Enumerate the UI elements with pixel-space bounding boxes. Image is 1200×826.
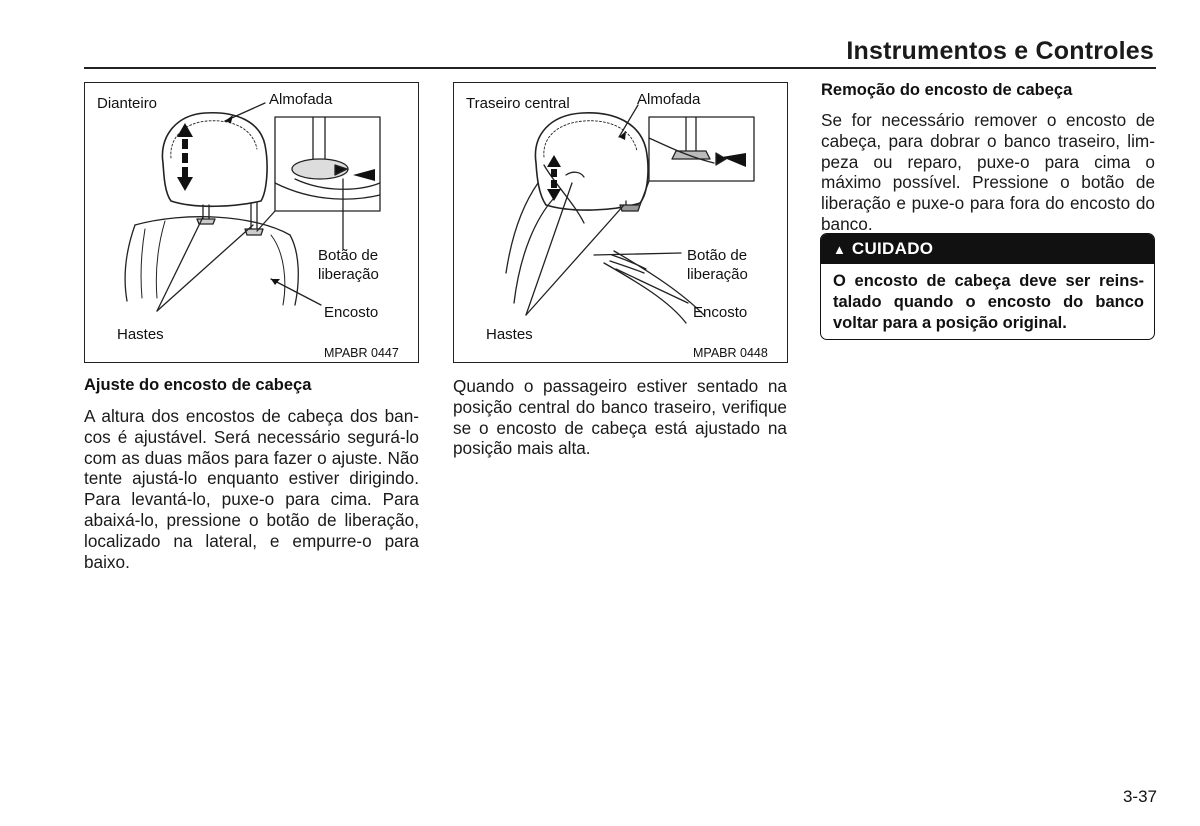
label-backrest: Encosto <box>693 304 748 321</box>
page-number: 3-37 <box>1122 787 1157 806</box>
caution-box <box>820 233 1155 340</box>
adjust-paragraph: A altura dos encostos de cabeça dos bancos é ajustável. Será necessário segurá-lo com as duas mãos para fazer o ajuste. Não tente ajustá-lo enquanto estiver dirigindo. Para levantá-lo, puxe-o para cima. Para abaixá-lo, pressione o botão de liberação, localizado na lateral, e empurre-o para baixo. <box>84 406 419 572</box>
figure-code: MPABR 0447 <box>324 346 399 360</box>
label-release-button-line1: Botão de <box>318 247 379 264</box>
label-release-button-line2: liberação <box>687 266 748 283</box>
label-rear-center-position: Traseiro central <box>466 95 570 112</box>
header-divider <box>84 67 1156 69</box>
figure-rear-center-head-restraint <box>453 82 788 363</box>
label-cushion: Almofada <box>637 91 701 108</box>
label-release-button-line2: liberação <box>318 266 379 283</box>
adjust-heading: Ajuste do encosto de cabeça <box>84 376 312 394</box>
label-front-position: Dianteiro <box>97 95 158 112</box>
label-cushion: Almofada <box>269 91 333 108</box>
label-rods: Hastes <box>486 326 533 343</box>
warning-triangle-icon: ▲ <box>833 241 846 257</box>
label-backrest: Encosto <box>324 304 379 321</box>
caution-header <box>821 234 1154 264</box>
page-header-title: Instrumentos e Controles <box>846 37 1154 65</box>
caution-text: O encosto de cabeça deve ser reinstalado quando o encosto do banco voltar para a posição original. <box>833 272 1144 332</box>
figure-front-head-restraint <box>84 82 419 363</box>
removal-paragraph: Se for necessário remover o encosto de cabeça, para dobrar o banco traseiro, limpeza ou reparo, puxe-o para cima o máximo possível. Pressione o botão de liberação e puxe-o para fora do encosto do banco. <box>821 110 1155 234</box>
label-rods: Hastes <box>117 326 164 343</box>
caution-title: CUIDADO <box>851 239 934 258</box>
rear-center-paragraph: Quando o passageiro estiver sentado na posição central do banco traseiro, verifique se o encosto de cabeça está ajustado na posição mais alta. <box>453 376 787 459</box>
label-release-button-line1: Botão de <box>687 247 748 264</box>
removal-heading: Remoção do encosto de cabeça <box>821 81 1073 99</box>
figure-code: MPABR 0448 <box>693 346 768 360</box>
